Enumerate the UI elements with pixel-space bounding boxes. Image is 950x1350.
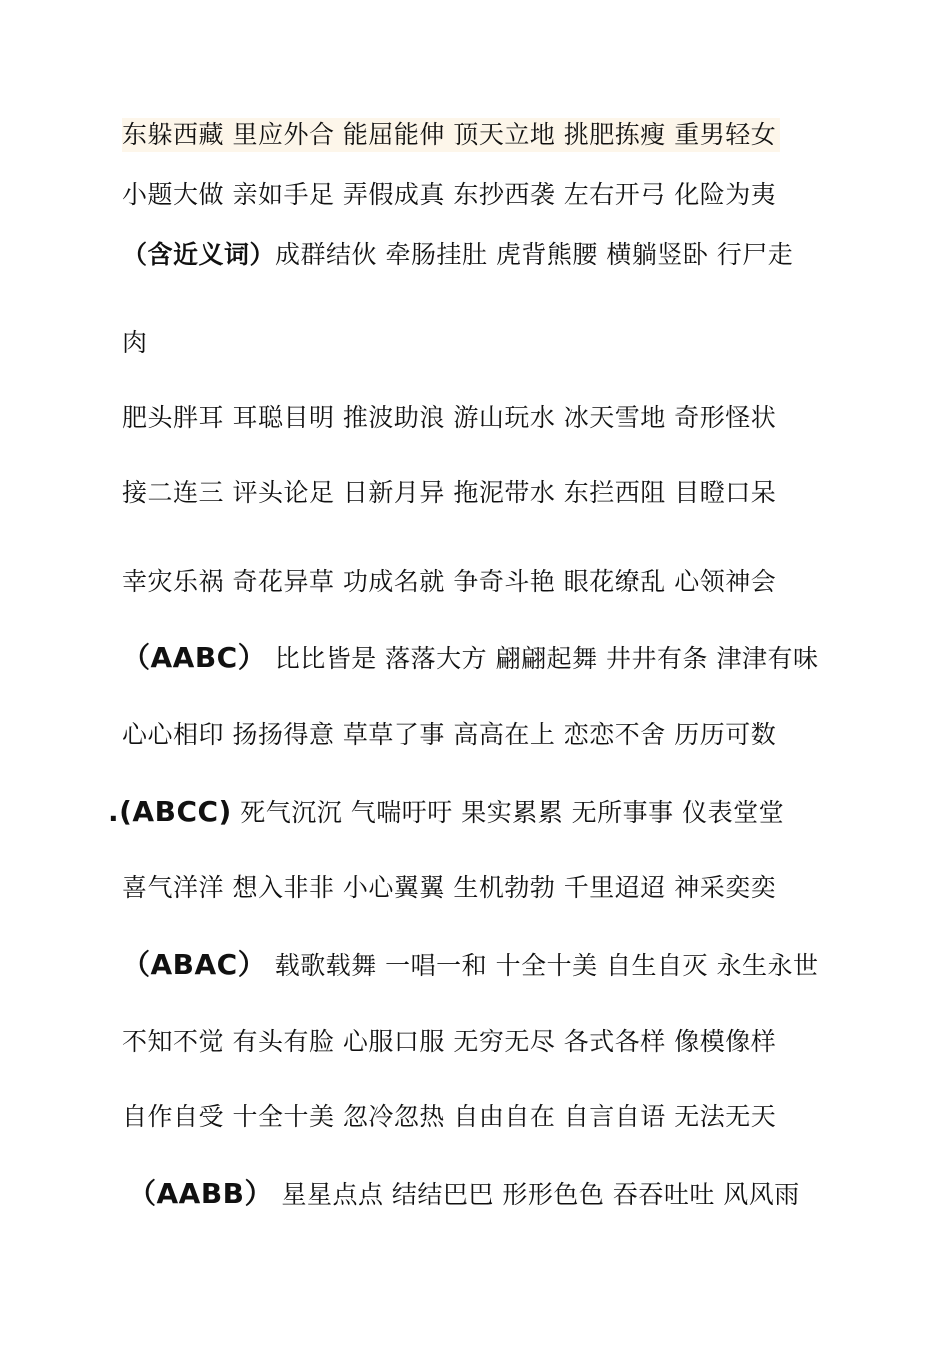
idiom-line bbox=[122, 238, 793, 272]
idiom-line bbox=[122, 476, 776, 510]
idiom-line bbox=[122, 326, 148, 360]
idiom-text: 接二连三 评头论足 日新月异 拖泥带水 东拦西阻 目瞪口呆 bbox=[122, 478, 777, 507]
idiom-text: 星星点点 结结巴巴 形形色色 吞吞吐吐 风风雨 bbox=[281, 1180, 800, 1209]
section-label: （含近义词） bbox=[122, 240, 276, 269]
idiom-line bbox=[128, 1177, 800, 1212]
idiom-text: 幸灾乐祸 奇花异草 功成名就 争奇斗艳 眼花缭乱 心领神会 bbox=[122, 567, 777, 596]
idiom-text: 小题大做 亲如手足 弄假成真 东抄西袭 左右开弓 化险为夷 bbox=[122, 180, 777, 209]
idiom-line bbox=[122, 718, 776, 752]
section-label: （ABAC） bbox=[122, 948, 267, 981]
idiom-text: 肥头胖耳 耳聪目明 推波助浪 游山玩水 冰天雪地 奇形怪状 bbox=[122, 403, 777, 432]
idiom-text: 喜气洋洋 想入非非 小心翼翼 生机勃勃 千里迢迢 神采奕奕 bbox=[122, 873, 777, 902]
idiom-text: 载歌载舞 一唱一和 十全十美 自生自灭 永生永世 bbox=[274, 951, 819, 980]
idiom-line bbox=[122, 565, 776, 599]
idiom-line bbox=[122, 641, 818, 676]
idiom-line bbox=[122, 118, 780, 152]
idiom-text: 成群结伙 牵肠挂肚 虎背熊腰 横躺竖卧 行尸走 bbox=[275, 240, 794, 269]
section-label: （AABB） bbox=[128, 1177, 274, 1210]
idiom-line bbox=[108, 795, 784, 830]
idiom-text: 东躲西藏 里应外合 能屈能伸 顶天立地 挑肥拣瘦 重男轻女 bbox=[122, 120, 777, 149]
idiom-line bbox=[122, 1100, 776, 1134]
idiom-line bbox=[122, 178, 776, 212]
section-label: .(ABCC) bbox=[108, 795, 232, 828]
idiom-text: 自作自受 十全十美 忽冷忽热 自由自在 自言自语 无法无天 bbox=[122, 1102, 777, 1131]
idiom-text: 不知不觉 有头有脸 心服口服 无穷无尽 各式各样 像模像样 bbox=[122, 1027, 777, 1056]
idiom-line bbox=[122, 1025, 776, 1059]
idiom-text: 心心相印 扬扬得意 草草了事 高高在上 恋恋不舍 历历可数 bbox=[122, 720, 777, 749]
idiom-text: 死气沉沉 气喘吁吁 果实累累 无所事事 仪表堂堂 bbox=[240, 798, 785, 827]
idiom-line bbox=[122, 948, 818, 983]
idiom-line bbox=[122, 871, 776, 905]
idiom-text: 肉 bbox=[122, 328, 148, 357]
idiom-line bbox=[122, 401, 776, 435]
idiom-text: 比比皆是 落落大方 翩翩起舞 井井有条 津津有味 bbox=[274, 644, 819, 673]
section-label: （AABC） bbox=[122, 641, 267, 674]
